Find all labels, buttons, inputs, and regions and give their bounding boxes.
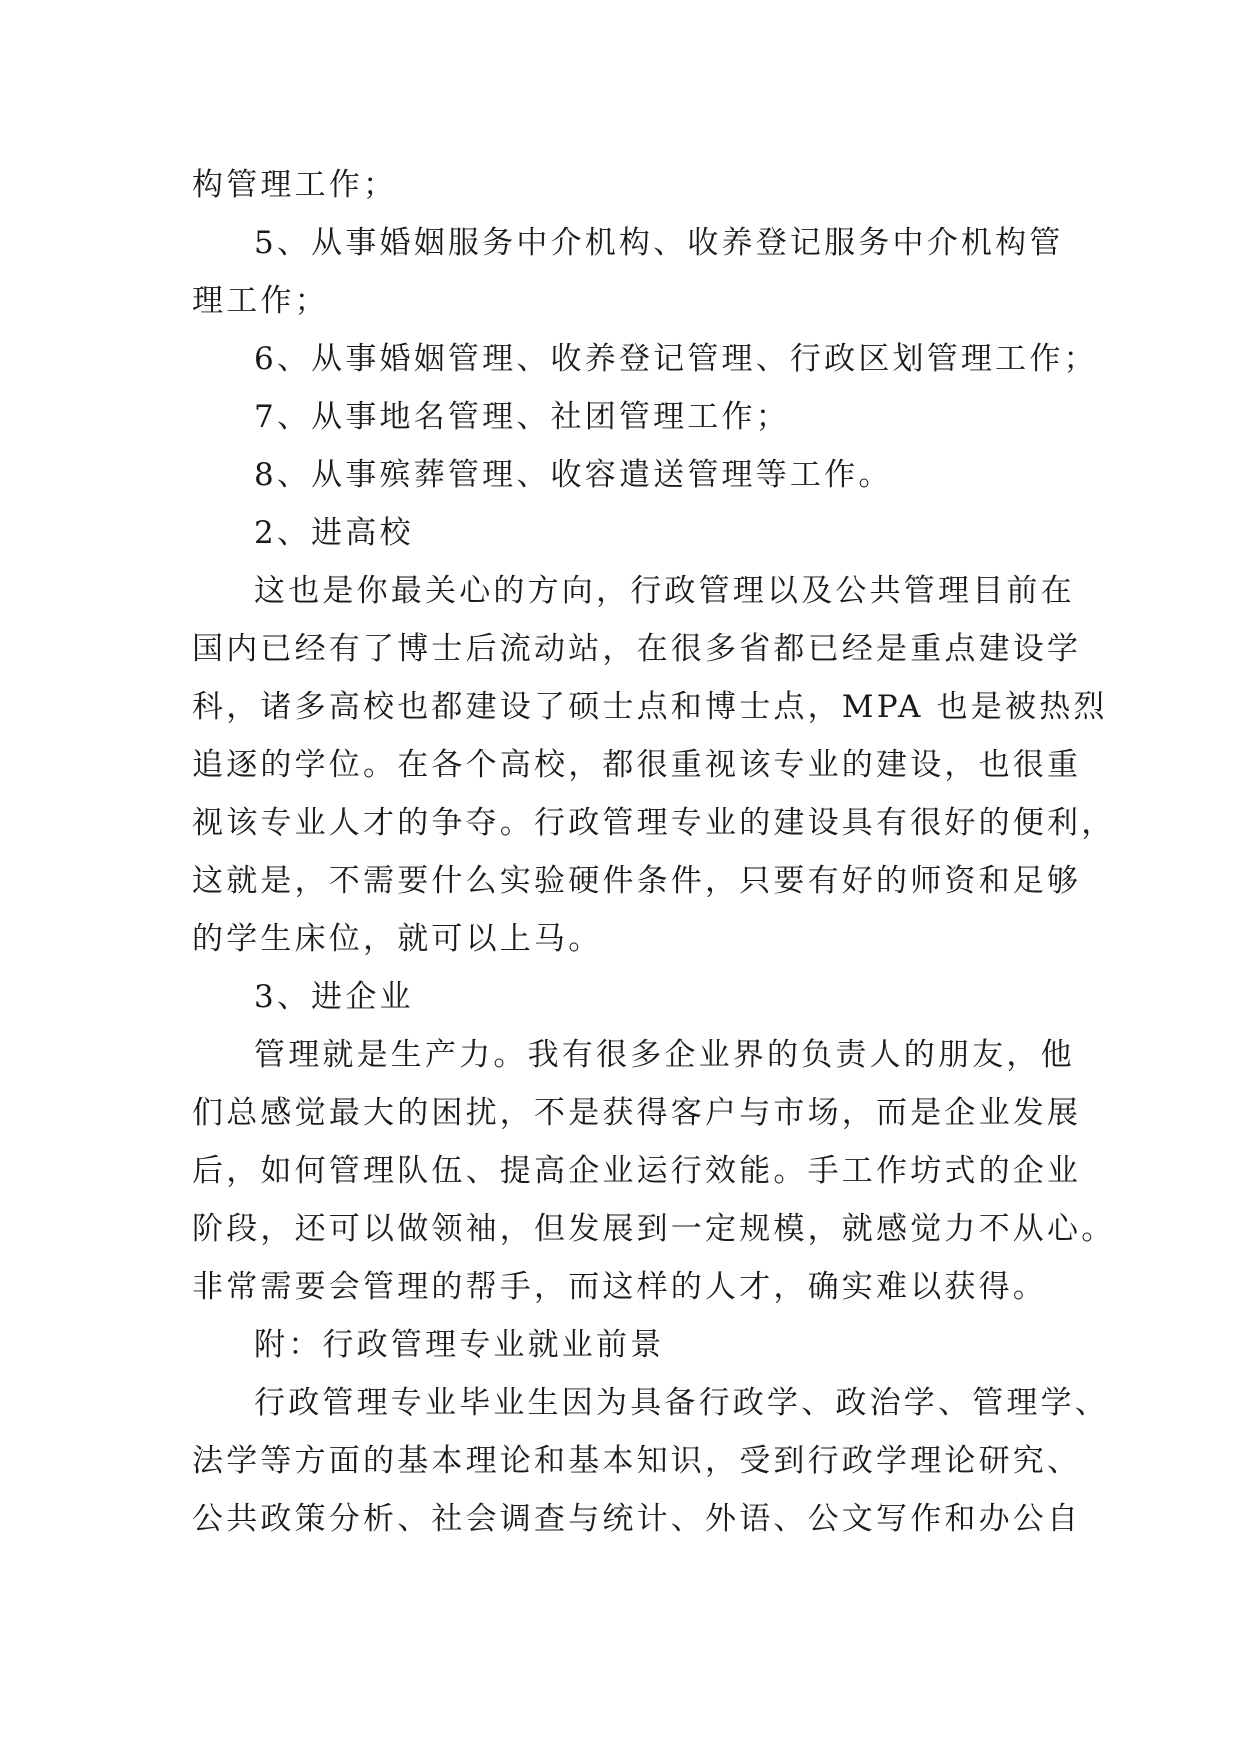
- text-line: 7、从事地名管理、社团管理工作；: [254, 399, 790, 435]
- text-line: 的学生床位，就可以上马。: [192, 921, 603, 957]
- text-line: 这就是，不需要什么实验硬件条件，只要有好的师资和足够: [192, 863, 1082, 899]
- text-line: 公共政策分析、社会调查与统计、外语、公文写作和办公自: [192, 1501, 1082, 1537]
- text-line: 构管理工作；: [192, 167, 398, 203]
- text-line: 理工作；: [192, 283, 329, 319]
- text-line: 后，如何管理队伍、提高企业运行效能。手工作坊式的企业: [192, 1153, 1082, 1189]
- text-line: 们总感觉最大的困扰，不是获得客户与市场，而是企业发展: [192, 1095, 1082, 1131]
- section-heading: 3、进企业: [254, 979, 414, 1015]
- text-line: 5、从事婚姻服务中介机构、收养登记服务中介机构管: [254, 225, 1064, 261]
- text-line: 阶段，还可以做领袖，但发展到一定规模，就感觉力不从心。: [192, 1211, 1116, 1247]
- text-line: 非常需要会管理的帮手，而这样的人才，确实难以获得。: [192, 1269, 1047, 1305]
- text-line: 这也是你最关心的方向，行政管理以及公共管理目前在: [254, 573, 1075, 609]
- text-line: 国内已经有了博士后流动站，在很多省都已经是重点建设学: [192, 631, 1082, 667]
- text-line: 管理就是生产力。我有很多企业界的负责人的朋友，他: [254, 1037, 1075, 1073]
- text-line: 视该专业人才的争夺。行政管理专业的建设具有很好的便利，: [192, 805, 1116, 841]
- section-heading: 附：行政管理专业就业前景: [254, 1327, 665, 1363]
- text-line: 6、从事婚姻管理、收养登记管理、行政区划管理工作；: [254, 341, 1098, 377]
- text-line: 科，诸多高校也都建设了硕士点和博士点，MPA 也是被热烈: [192, 689, 1108, 725]
- text-line: 8、从事殡葬管理、收容遣送管理等工作。: [254, 457, 893, 493]
- text-line: 追逐的学位。在各个高校，都很重视该专业的建设，也很重: [192, 747, 1082, 783]
- section-heading: 2、进高校: [254, 515, 414, 551]
- text-line: 行政管理专业毕业生因为具备行政学、政治学、管理学、: [254, 1385, 1109, 1421]
- text-line: 法学等方面的基本理论和基本知识，受到行政学理论研究、: [192, 1443, 1082, 1479]
